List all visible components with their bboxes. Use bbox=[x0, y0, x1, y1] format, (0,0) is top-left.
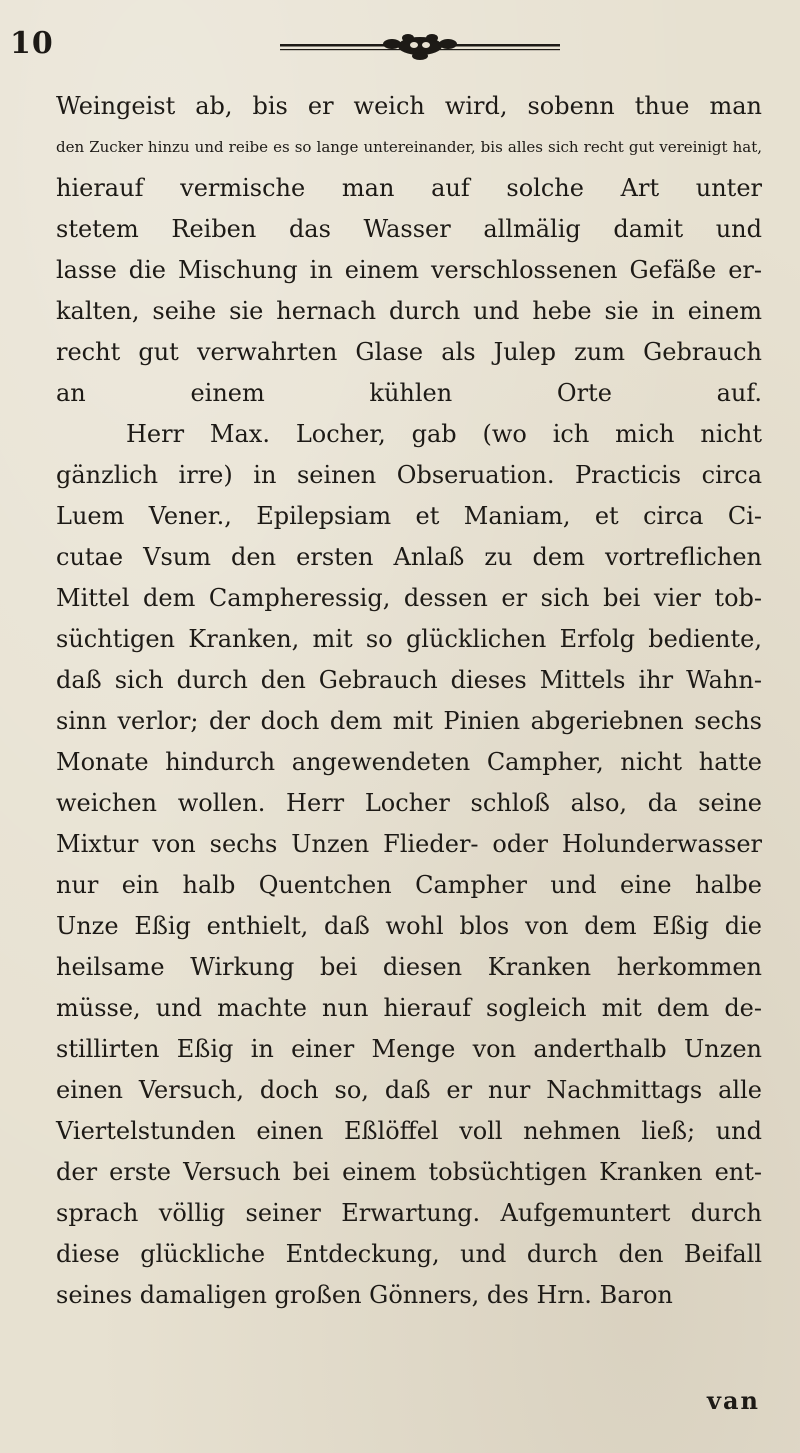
page-number: 10 bbox=[10, 26, 54, 61]
text-line: Viertelstunden einen Eßlöffel voll nehmen ließ; und bbox=[56, 1117, 762, 1145]
text-line: sprach völlig seiner Erwartung. Aufgemuntert durch bbox=[56, 1199, 762, 1227]
text-line: Mixtur von sechs Unzen Flieder- oder Holunderwasser bbox=[56, 830, 762, 858]
text-line: Luem Vener., Epilepsiam et Maniam, et circa Ci- bbox=[56, 502, 762, 530]
text-line: Herr Max. Locher, gab (wo ich mich nicht bbox=[126, 420, 762, 448]
text-line: der erste Versuch bei einem tobsüchtigen Kranken ent- bbox=[56, 1158, 762, 1186]
text-line: Unze Eßig enthielt, daß wohl blos von dem Eßig die bbox=[56, 912, 762, 940]
text-line: lasse die Mischung in einem verschlossenen Gefäße er- bbox=[56, 256, 762, 284]
header-ornament-rule bbox=[280, 32, 560, 62]
text-line: daß sich durch den Gebrauch dieses Mittels ihr Wahn- bbox=[56, 666, 762, 694]
text-line: recht gut verwahrten Glase als Julep zum Gebrauch bbox=[56, 338, 762, 366]
text-line: süchtigen Kranken, mit so glücklichen Erfolg bediente, bbox=[56, 625, 762, 653]
text-line: müsse, und machte nun hierauf sogleich mit dem de- bbox=[56, 994, 762, 1022]
text-line: Monate hindurch angewendeten Campher, nicht hatte bbox=[56, 748, 762, 776]
text-line: gänzlich irre) in seinen Obseruation. Practicis circa bbox=[56, 461, 762, 489]
text-line: kalten, seihe sie hernach durch und hebe sie in einem bbox=[56, 297, 762, 325]
text-line: cutae Vsum den ersten Anlaß zu dem vortreflichen bbox=[56, 543, 762, 571]
text-line: heilsame Wirkung bei diesen Kranken herkommen bbox=[56, 953, 762, 981]
text-line: stetem Reiben das Wasser allmälig damit und bbox=[56, 215, 762, 243]
body-text bbox=[56, 86, 762, 1316]
text-line: weichen wollen. Herr Locher schloß also, da seine bbox=[56, 789, 762, 817]
text-line: diese glückliche Entdeckung, und durch den Beifall bbox=[56, 1240, 762, 1268]
catchword: van bbox=[707, 1386, 760, 1415]
text-line: Mittel dem Campheressig, dessen er sich bei vier tob- bbox=[56, 584, 762, 612]
text-line: stillirten Eßig in einer Menge von anderthalb Unzen bbox=[56, 1035, 762, 1063]
text-line: den Zucker hinzu und reibe es so lange untereinander, bis alles sich recht gut vereinigt hat, bbox=[56, 138, 762, 156]
text-line: hierauf vermische man auf solche Art unter bbox=[56, 174, 762, 202]
text-line: sinn verlor; der doch dem mit Pinien abgeriebnen sechs bbox=[56, 707, 762, 735]
text-line: Weingeist ab, bis er weich wird, sobenn thue man bbox=[56, 92, 762, 120]
page-header bbox=[10, 26, 762, 66]
text-line: einen Versuch, doch so, daß er nur Nachmittags alle bbox=[56, 1076, 762, 1104]
text-line: an einem kühlen Orte auf. bbox=[56, 379, 762, 407]
text-line: seines damaligen großen Gönners, des Hrn. Baron bbox=[56, 1281, 673, 1309]
text-line: nur ein halb Quentchen Campher und eine halbe bbox=[56, 871, 762, 899]
